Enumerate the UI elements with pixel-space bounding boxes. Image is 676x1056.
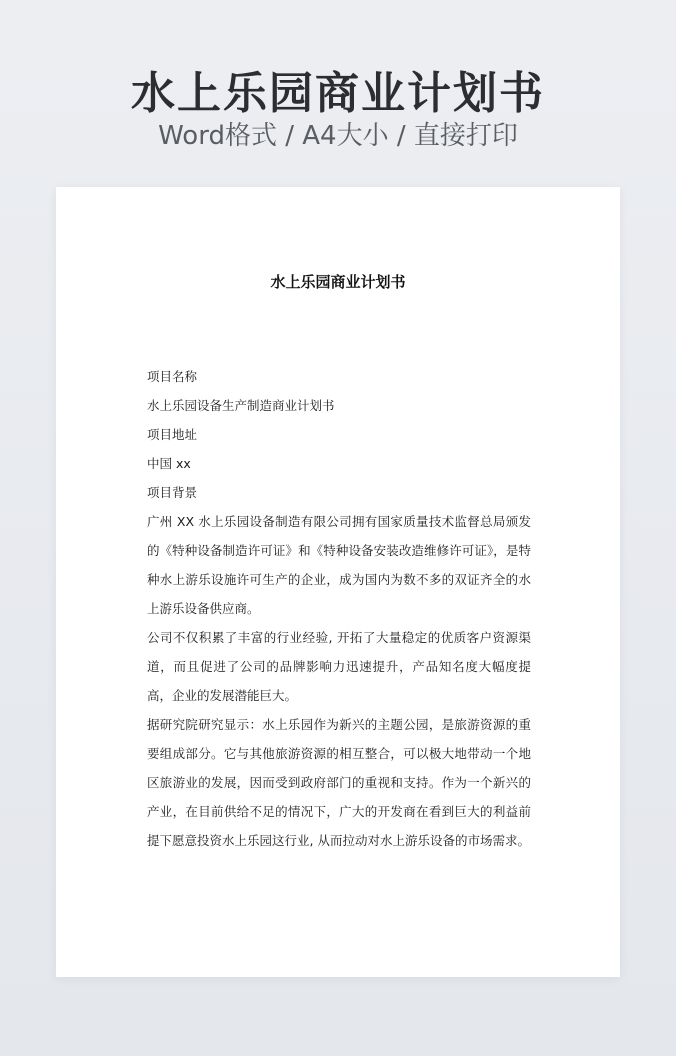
- paragraph-market-research: 据研究院研究显示：水上乐园作为新兴的主题公园，是旅游资源的重要组成部分。它与其他旅游资源的相互整合，可以极大地带动一个地区旅游业的发展，因而受到政府部门的重视和支持。作为一个新兴的产业，在目前供给不足的情况下，广大的开发商在看到巨大的利益前提下愿意投资水上乐园这行业, 从而拉动对水上游乐设备的市场需求。: [147, 717, 531, 848]
- field-label-project-name: 项目名称: [147, 369, 198, 384]
- document-page: [56, 187, 620, 977]
- field-value-project-name: 水上乐园设备生产制造商业计划书: [147, 398, 335, 413]
- paragraph-company-experience: 公司不仅积累了丰富的行业经验, 开拓了大量稳定的优质客户资源渠道，而且促进了公司的品牌影响力迅速提升，产品知名度大幅度提高，企业的发展潜能巨大。: [147, 630, 531, 703]
- paragraph-company-intro: 广州 XX 水上乐园设备制造有限公司拥有国家质量技术监督总局颁发的《特种设备制造许可证》和《特种设备安装改造维修许可证》，是特种水上游乐设施许可生产的企业，成为国内为数不多的双证齐全的水上游乐设备供应商。: [147, 514, 531, 616]
- section-heading-background: 项目背景: [147, 485, 198, 500]
- banner-subtitle: Word格式 / A4大小 / 直接打印: [158, 121, 518, 151]
- field-value-project-address: 中国 xx: [147, 456, 191, 471]
- banner-title: 水上乐园商业计划书: [131, 68, 545, 119]
- document-title: 水上乐园商业计划书: [270, 273, 406, 291]
- field-label-project-address: 项目地址: [147, 427, 198, 442]
- document-body: [147, 362, 531, 855]
